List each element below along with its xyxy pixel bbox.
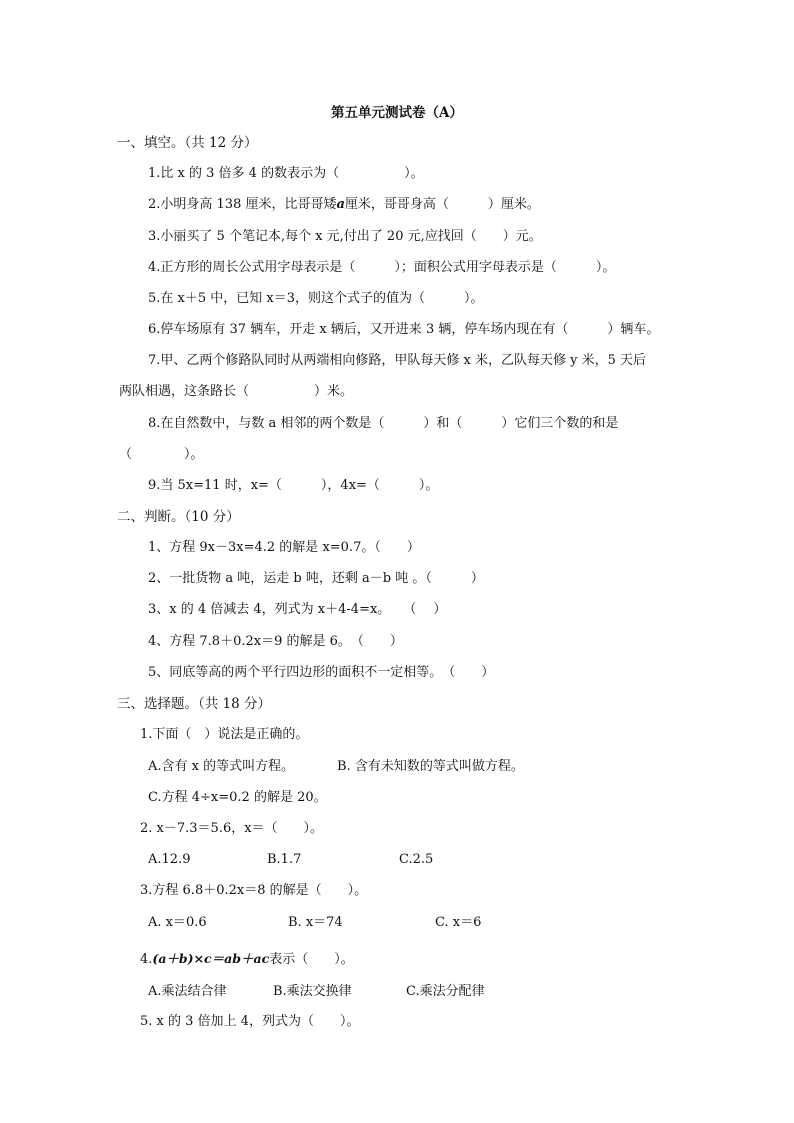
judge-question-3: 3、x 的 4 倍减去 4，列式为 x＋4-4=x。 （ ） — [148, 602, 447, 617]
choice-question-3-option-b: B. x＝74 — [288, 915, 343, 930]
fill-question-2-text-b: 厘米，哥哥身高（ ）厘米。 — [344, 197, 540, 212]
choice-question-5: 5. x 的 3 倍加上 4，列式为（ ）。 — [140, 1014, 360, 1029]
section-1-heading: 一、填空。（共 12 分） — [117, 135, 258, 151]
fill-question-7-line-2: 两队相遇，这条路长（ ）米。 — [119, 384, 354, 399]
judge-question-1: 1、方程 9x－3x=4.2 的解是 x=0.7。（ ） — [148, 540, 420, 555]
choice-question-1: 1.下面（ ）说法是正确的。 — [140, 727, 309, 742]
fill-question-5: 5.在 x＋5 中，已知 x＝3，则这个式子的值为（ ）。 — [148, 291, 484, 306]
fill-question-1: 1.比 x 的 3 倍多 4 的数表示为（ ）。 — [148, 166, 424, 181]
choice-question-1-option-b: B. 含有未知数的等式叫做方程。 — [337, 759, 524, 774]
page-title: 第五单元测试卷（A） — [331, 105, 463, 121]
choice-question-1-option-a: A.含有 x 的等式叫方程。 — [148, 759, 295, 774]
choice-question-4-option-a: A.乘法结合律 — [148, 984, 227, 999]
choice-question-4-option-c: C.乘法分配律 — [406, 984, 485, 999]
choice-question-3-option-a: A. x＝0.6 — [148, 915, 207, 930]
section-3-heading: 三、选择题。（共 18 分） — [117, 696, 272, 712]
section-2-heading: 二、判断。（10 分） — [117, 509, 240, 525]
choice-question-1-option-c: C.方程 4÷x=0.2 的解是 20。 — [148, 790, 327, 805]
choice-question-4-text: 表示（ ）。 — [269, 952, 354, 967]
fill-question-7-line-1: 7.甲、乙两个修路队同时从两端相向修路，甲队每天修 x 米，乙队每天修 y 米，5 天后 — [148, 353, 647, 368]
choice-question-4-formula: (a＋b)×c＝ab＋ac — [152, 951, 270, 966]
choice-question-3: 3.方程 6.8＋0.2x＝8 的解是（ ）。 — [140, 883, 368, 898]
fill-question-3: 3.小丽买了 5 个笔记本,每个 x 元,付出了 20 元,应找回（ ）元。 — [148, 229, 542, 244]
judge-question-5: 5、同底等高的两个平行四边形的面积不一定相等。 （ ） — [148, 665, 495, 680]
fill-question-6: 6.停车场原有 37 辆车，开走 x 辆后，又开进来 3 辆，停车场内现在有（ ）辆车。 — [148, 322, 660, 337]
choice-question-2: 2. x－7.3＝5.6，x＝（ ）。 — [140, 821, 324, 836]
fill-question-2-symbol: a — [336, 197, 345, 212]
choice-question-4-number: 4. — [140, 952, 153, 967]
choice-question-3-option-c: C. x＝6 — [435, 915, 482, 930]
fill-question-8-line-2: （ ）。 — [119, 447, 204, 462]
judge-question-2: 2、一批货物 a 吨，运走 b 吨，还剩 a－b 吨 。（ ） — [148, 571, 484, 586]
fill-question-2 — [148, 196, 540, 214]
choice-question-2-option-c: C.2.5 — [399, 852, 434, 867]
fill-question-2-text-a: 2.小明身高 138 厘米，比哥哥矮 — [148, 197, 337, 212]
judge-question-4: 4、方程 7.8＋0.2x＝9 的解是 6。 （ ） — [148, 634, 403, 649]
fill-question-4: 4.正方形的周长公式用字母表示是（ ）；面积公式用字母表示是（ ）。 — [148, 260, 616, 275]
choice-question-4-option-b: B.乘法交换律 — [273, 984, 352, 999]
choice-question-2-option-a: A.12.9 — [148, 852, 191, 867]
choice-question-2-option-b: B.1.7 — [267, 852, 302, 867]
fill-question-9: 9.当 5x=11 时，x=（ ），4x=（ ）。 — [148, 478, 439, 493]
fill-question-8-line-1: 8.在自然数中，与数 a 相邻的两个数是（ ）和（ ）它们三个数的和是 — [148, 416, 619, 431]
choice-question-4 — [140, 950, 354, 969]
